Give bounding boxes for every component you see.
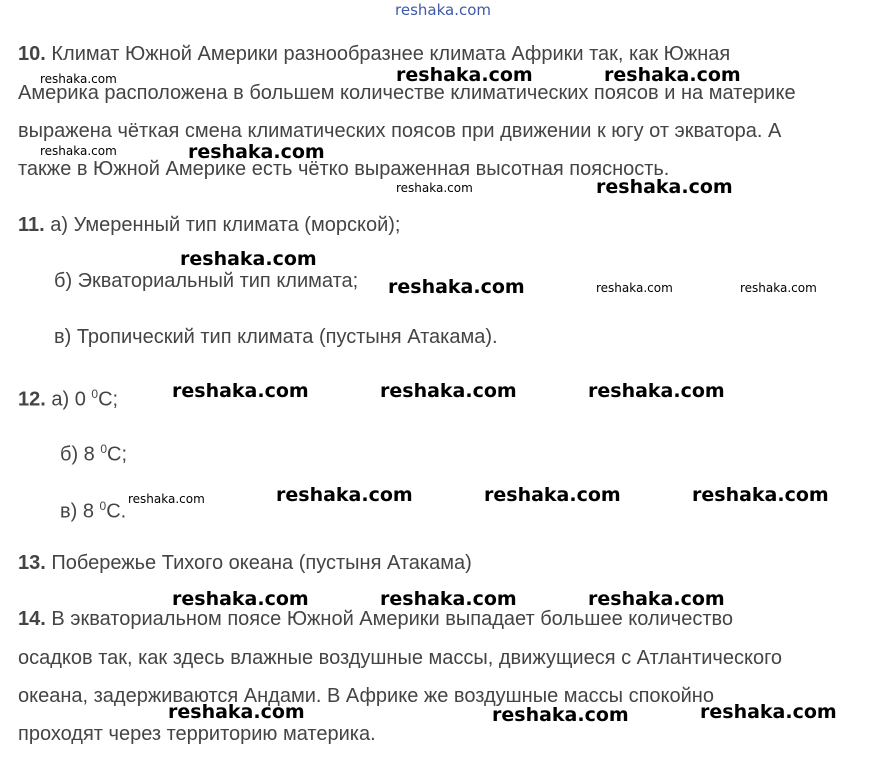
- answer-14-line-4: проходят через территорию материка.: [18, 723, 376, 745]
- site-header-watermark: reshaka.com: [395, 1, 491, 19]
- answer-12-a-suffix: С;: [98, 388, 119, 411]
- answer-14-line-1: [18, 607, 733, 631]
- answer-10-number: 10.: [18, 43, 46, 65]
- answer-12-a-prefix: а) 0: [51, 388, 92, 411]
- watermark: reshaka.com: [396, 64, 533, 86]
- answer-11-line-a: [18, 213, 400, 237]
- watermark: reshaka.com: [188, 141, 325, 163]
- answer-12-c-suffix: С.: [106, 500, 127, 523]
- answer-14-number: 14.: [18, 608, 46, 630]
- answer-11-number: 11.: [18, 214, 45, 236]
- watermark: reshaka.com: [380, 380, 517, 402]
- watermark: reshaka.com: [700, 701, 837, 723]
- answer-13-number: 13.: [18, 552, 46, 574]
- answer-12-line-c: [60, 494, 126, 524]
- answer-12-a-degree: 0: [91, 387, 99, 401]
- answer-12-b-prefix: б) 8: [60, 443, 101, 466]
- watermark: reshaka.com: [172, 588, 309, 610]
- watermark: reshaka.com: [692, 484, 829, 506]
- answer-12-line-a: [18, 382, 118, 412]
- watermark: reshaka.com: [380, 588, 517, 610]
- answer-14-line-3: океана, задерживаются Андами. В Африке же воздушные массы спокойно: [18, 685, 714, 707]
- watermark: reshaka.com: [588, 588, 725, 610]
- watermark-small: reshaka.com: [596, 281, 673, 295]
- answer-10-line-4: также в Южной Америке есть чётко выраженная высотная поясность.: [18, 158, 670, 180]
- answer-12-c-degree: 0: [99, 499, 107, 513]
- answer-12-b-degree: 0: [100, 442, 108, 456]
- answer-13-line: [18, 551, 472, 575]
- answer-12-c-prefix: в) 8: [60, 500, 100, 523]
- answer-10-line-1: [18, 42, 730, 66]
- answer-12-b-suffix: С;: [107, 443, 128, 466]
- watermark: reshaka.com: [276, 484, 413, 506]
- answer-11-c: в) Тропический тип климата (пустыня Атакама).: [54, 326, 498, 348]
- answer-14-line-2: осадков так, как здесь влажные воздушные массы, движущиеся с Атлантического: [18, 647, 783, 669]
- watermark: reshaka.com: [168, 701, 305, 723]
- answer-13-text: Побережье Тихого океана (пустыня Атакама): [51, 552, 472, 574]
- answer-10-line-3: выражена чёткая смена климатических поясов при движении к югу от экватора. А: [18, 120, 782, 142]
- watermark: reshaka.com: [596, 176, 733, 198]
- watermark: reshaka.com: [492, 704, 629, 726]
- watermark: reshaka.com: [484, 484, 621, 506]
- answer-10-line-2: Америка расположена в большем количестве климатических поясов и на материке: [18, 82, 796, 104]
- watermark-small: reshaka.com: [40, 72, 117, 86]
- watermark-small: reshaka.com: [740, 281, 817, 295]
- answer-10-text-1: Климат Южной Америки разнообразнее климата Африки так, как Южная: [51, 43, 731, 65]
- answer-11-a: а) Умеренный тип климата (морской);: [50, 214, 401, 236]
- watermark: reshaka.com: [172, 380, 309, 402]
- watermark: reshaka.com: [388, 276, 525, 298]
- answer-14-text-1: В экваториальном поясе Южной Америки выпадает большее количество: [51, 608, 734, 630]
- watermark: reshaka.com: [604, 64, 741, 86]
- answer-12-number: 12.: [18, 388, 46, 411]
- answer-11-b: б) Экваториальный тип климата;: [54, 270, 359, 292]
- watermark: reshaka.com: [180, 248, 317, 270]
- watermark-small: reshaka.com: [40, 144, 117, 158]
- watermark: reshaka.com: [588, 380, 725, 402]
- watermark-small: reshaka.com: [128, 492, 205, 506]
- watermark-small: reshaka.com: [396, 181, 473, 195]
- answer-12-line-b: [60, 437, 127, 467]
